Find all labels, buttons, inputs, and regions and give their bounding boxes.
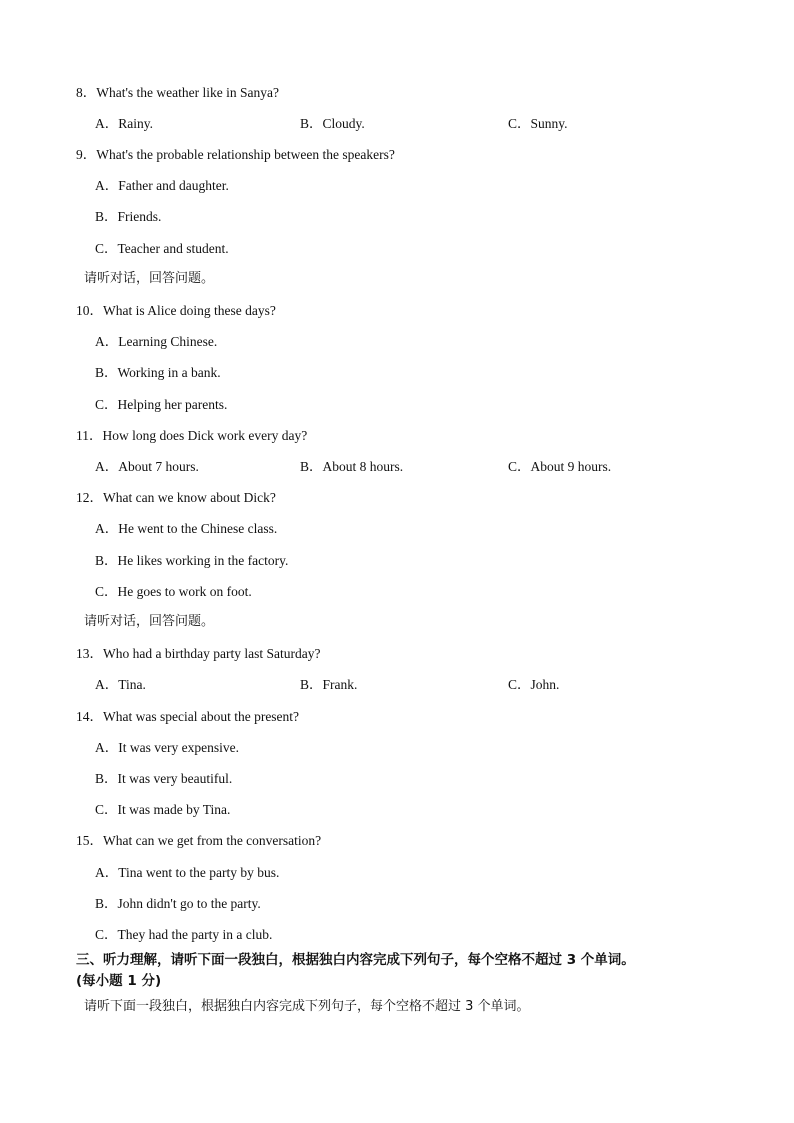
question-text: What is Alice doing these days? <box>103 303 276 318</box>
question-number: 11． <box>76 428 103 443</box>
question-number: 8． <box>76 85 97 100</box>
question-number: 15． <box>76 833 103 848</box>
question-11 <box>76 427 307 445</box>
question-text: What's the weather like in Sanya? <box>96 85 279 100</box>
question-15 <box>76 832 321 850</box>
option-11b: B．About 8 hours. <box>300 459 404 474</box>
question-text: What can we know about Dick? <box>103 490 276 505</box>
option-13b: B．Frank. <box>300 677 358 692</box>
question-text: What was special about the present? <box>103 709 300 724</box>
section-3-score-note: (每小题 1 分) <box>76 973 162 989</box>
option-14a: A．It was very expensive. <box>95 740 239 755</box>
question-number: 14． <box>76 709 103 724</box>
option-15c: C．They had the party in a club. <box>95 927 273 942</box>
question-9 <box>76 146 395 164</box>
question-text: How long does Dick work every day? <box>102 428 308 443</box>
option-15a: A．Tina went to the party by bus. <box>95 865 280 880</box>
question-12 <box>76 489 276 507</box>
option-8b: B．Cloudy. <box>300 116 365 131</box>
option-12a: A．He went to the Chinese class. <box>95 521 278 536</box>
question-text: What's the probable relationship between the speakers? <box>96 147 395 162</box>
section-3-instruction: 请听下面一段独白，根据独白内容完成下列句子，每个空格不超过 3 个单词。 <box>84 999 530 1014</box>
question-number: 12． <box>76 490 103 505</box>
option-9c: C．Teacher and student. <box>95 241 229 256</box>
option-8c: C．Sunny. <box>508 116 568 131</box>
question-14 <box>76 708 299 726</box>
option-9a: A．Father and daughter. <box>95 178 229 193</box>
question-number: 9． <box>76 147 97 162</box>
option-8a: A．Rainy. <box>95 116 153 131</box>
question-number: 13． <box>76 646 103 661</box>
question-8 <box>76 84 279 102</box>
question-10 <box>76 302 276 320</box>
option-15b: B．John didn't go to the party. <box>95 896 261 911</box>
section-3-title: 三、听力理解，请听下面一段独白，根据独白内容完成下列句子，每个空格不超过 3 个单词。 <box>76 952 635 968</box>
option-11a: A．About 7 hours. <box>95 459 199 474</box>
option-14c: C．It was made by Tina. <box>95 802 231 817</box>
option-14b: B．It was very beautiful. <box>95 771 233 786</box>
question-text: What can we get from the conversation? <box>103 833 322 848</box>
question-number: 10． <box>76 303 103 318</box>
question-13 <box>76 645 320 663</box>
option-10c: C．Helping her parents. <box>95 397 228 412</box>
question-text: Who had a birthday party last Saturday? <box>103 646 321 661</box>
option-11c: C．About 9 hours. <box>508 459 612 474</box>
option-10a: A．Learning Chinese. <box>95 334 218 349</box>
dialogue-instruction: 请听对话，回答问题。 <box>84 614 215 629</box>
option-12c: C．He goes to work on foot. <box>95 584 252 599</box>
option-10b: B．Working in a bank. <box>95 365 221 380</box>
option-13c: C．John. <box>508 677 560 692</box>
option-13a: A．Tina. <box>95 677 146 692</box>
option-9b: B．Friends. <box>95 209 162 224</box>
dialogue-instruction: 请听对话，回答问题。 <box>84 271 215 286</box>
option-12b: B．He likes working in the factory. <box>95 553 289 568</box>
